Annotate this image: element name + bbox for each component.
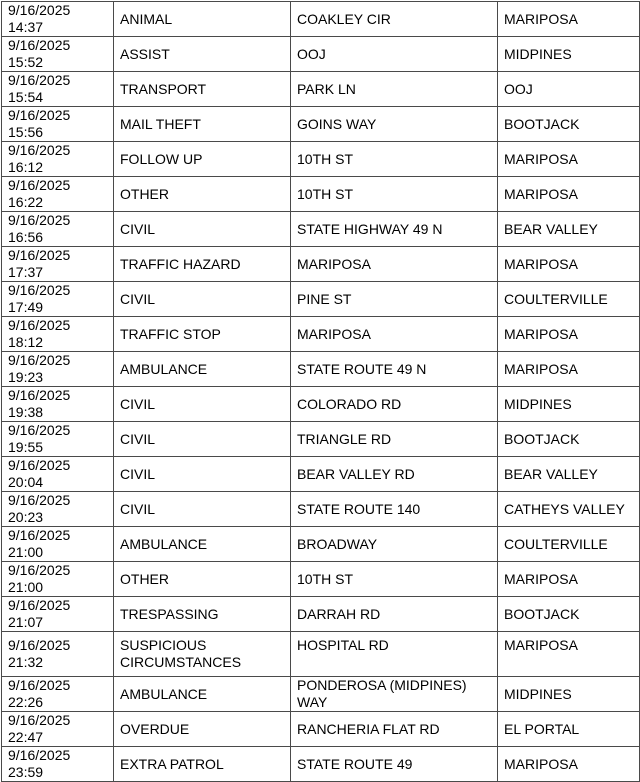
call-type-cell: CIVIL	[114, 492, 291, 527]
location-cell: PONDEROSA (MIDPINES) WAY	[291, 677, 498, 712]
table-row	[2, 562, 640, 597]
location-cell: 10TH ST	[291, 177, 498, 212]
datetime-cell: 9/16/2025 23:59	[2, 747, 114, 782]
call-type-cell: AMBULANCE	[114, 527, 291, 562]
datetime-cell: 9/16/2025 15:54	[2, 72, 114, 107]
call-type-cell: CIVIL	[114, 457, 291, 492]
location-cell: 10TH ST	[291, 562, 498, 597]
call-type-cell: SUSPICIOUS CIRCUMSTANCES	[114, 632, 291, 677]
call-type-cell: CIVIL	[114, 212, 291, 247]
area-cell: MARIPOSA	[498, 177, 640, 212]
table-row	[2, 37, 640, 72]
table-row	[2, 212, 640, 247]
location-cell: TRIANGLE RD	[291, 422, 498, 457]
table-row	[2, 712, 640, 747]
area-cell: MARIPOSA	[498, 562, 640, 597]
table-row	[2, 282, 640, 317]
datetime-cell: 9/16/2025 16:12	[2, 142, 114, 177]
location-cell: PARK LN	[291, 72, 498, 107]
location-cell: COAKLEY CIR	[291, 2, 498, 37]
call-type-cell: AMBULANCE	[114, 677, 291, 712]
datetime-cell: 9/16/2025 17:49	[2, 282, 114, 317]
area-cell: MIDPINES	[498, 387, 640, 422]
location-cell: DARRAH RD	[291, 597, 498, 632]
location-cell: HOSPITAL RD	[291, 632, 498, 677]
table-row	[2, 317, 640, 352]
call-type-cell: CIVIL	[114, 282, 291, 317]
area-cell: CATHEYS VALLEY	[498, 492, 640, 527]
call-log-table	[1, 1, 640, 782]
call-type-cell: TRAFFIC STOP	[114, 317, 291, 352]
table-row	[2, 457, 640, 492]
area-cell: MARIPOSA	[498, 632, 640, 677]
call-type-cell: OTHER	[114, 177, 291, 212]
area-cell: COULTERVILLE	[498, 282, 640, 317]
table-row	[2, 177, 640, 212]
table-row	[2, 72, 640, 107]
location-cell: COLORADO RD	[291, 387, 498, 422]
area-cell: BEAR VALLEY	[498, 212, 640, 247]
table-row	[2, 422, 640, 457]
datetime-cell: 9/16/2025 16:22	[2, 177, 114, 212]
call-type-cell: FOLLOW UP	[114, 142, 291, 177]
datetime-cell: 9/16/2025 14:37	[2, 2, 114, 37]
datetime-cell: 9/16/2025 18:12	[2, 317, 114, 352]
location-cell: MARIPOSA	[291, 247, 498, 282]
call-type-cell: AMBULANCE	[114, 352, 291, 387]
call-type-cell: ANIMAL	[114, 2, 291, 37]
datetime-cell: 9/16/2025 20:04	[2, 457, 114, 492]
location-cell: 10TH ST	[291, 142, 498, 177]
datetime-cell: 9/16/2025 21:32	[2, 632, 114, 677]
location-cell: STATE ROUTE 49 N	[291, 352, 498, 387]
call-log-body	[2, 2, 640, 782]
area-cell: EL PORTAL	[498, 712, 640, 747]
table-row	[2, 142, 640, 177]
location-cell: BROADWAY	[291, 527, 498, 562]
area-cell: MARIPOSA	[498, 317, 640, 352]
table-row	[2, 247, 640, 282]
call-type-cell: CIVIL	[114, 422, 291, 457]
area-cell: BOOTJACK	[498, 107, 640, 142]
area-cell: MIDPINES	[498, 677, 640, 712]
location-cell: RANCHERIA FLAT RD	[291, 712, 498, 747]
table-row	[2, 352, 640, 387]
call-type-cell: MAIL THEFT	[114, 107, 291, 142]
area-cell: MARIPOSA	[498, 2, 640, 37]
area-cell: BOOTJACK	[498, 597, 640, 632]
datetime-cell: 9/16/2025 16:56	[2, 212, 114, 247]
location-cell: BEAR VALLEY RD	[291, 457, 498, 492]
table-row	[2, 2, 640, 37]
table-row	[2, 597, 640, 632]
call-type-cell: TRANSPORT	[114, 72, 291, 107]
location-cell: STATE ROUTE 140	[291, 492, 498, 527]
area-cell: COULTERVILLE	[498, 527, 640, 562]
area-cell: MIDPINES	[498, 37, 640, 72]
area-cell: OOJ	[498, 72, 640, 107]
datetime-cell: 9/16/2025 20:23	[2, 492, 114, 527]
area-cell: MARIPOSA	[498, 142, 640, 177]
table-row	[2, 632, 640, 677]
area-cell: MARIPOSA	[498, 247, 640, 282]
area-cell: MARIPOSA	[498, 352, 640, 387]
datetime-cell: 9/16/2025 21:07	[2, 597, 114, 632]
call-type-cell: EXTRA PATROL	[114, 747, 291, 782]
call-type-cell: ASSIST	[114, 37, 291, 72]
location-cell: GOINS WAY	[291, 107, 498, 142]
table-row	[2, 107, 640, 142]
datetime-cell: 9/16/2025 22:26	[2, 677, 114, 712]
datetime-cell: 9/16/2025 15:52	[2, 37, 114, 72]
call-type-cell: OTHER	[114, 562, 291, 597]
datetime-cell: 9/16/2025 21:00	[2, 527, 114, 562]
location-cell: MARIPOSA	[291, 317, 498, 352]
datetime-cell: 9/16/2025 19:38	[2, 387, 114, 422]
table-row	[2, 492, 640, 527]
table-row	[2, 527, 640, 562]
call-type-cell: TRESPASSING	[114, 597, 291, 632]
datetime-cell: 9/16/2025 19:55	[2, 422, 114, 457]
call-type-cell: TRAFFIC HAZARD	[114, 247, 291, 282]
table-row	[2, 677, 640, 712]
datetime-cell: 9/16/2025 19:23	[2, 352, 114, 387]
location-cell: STATE ROUTE 49	[291, 747, 498, 782]
call-type-cell: OVERDUE	[114, 712, 291, 747]
area-cell: BEAR VALLEY	[498, 457, 640, 492]
area-cell: BOOTJACK	[498, 422, 640, 457]
location-cell: OOJ	[291, 37, 498, 72]
datetime-cell: 9/16/2025 22:47	[2, 712, 114, 747]
datetime-cell: 9/16/2025 21:00	[2, 562, 114, 597]
datetime-cell: 9/16/2025 15:56	[2, 107, 114, 142]
area-cell: MARIPOSA	[498, 747, 640, 782]
call-type-cell: CIVIL	[114, 387, 291, 422]
table-row	[2, 387, 640, 422]
table-row	[2, 747, 640, 782]
location-cell: STATE HIGHWAY 49 N	[291, 212, 498, 247]
location-cell: PINE ST	[291, 282, 498, 317]
datetime-cell: 9/16/2025 17:37	[2, 247, 114, 282]
